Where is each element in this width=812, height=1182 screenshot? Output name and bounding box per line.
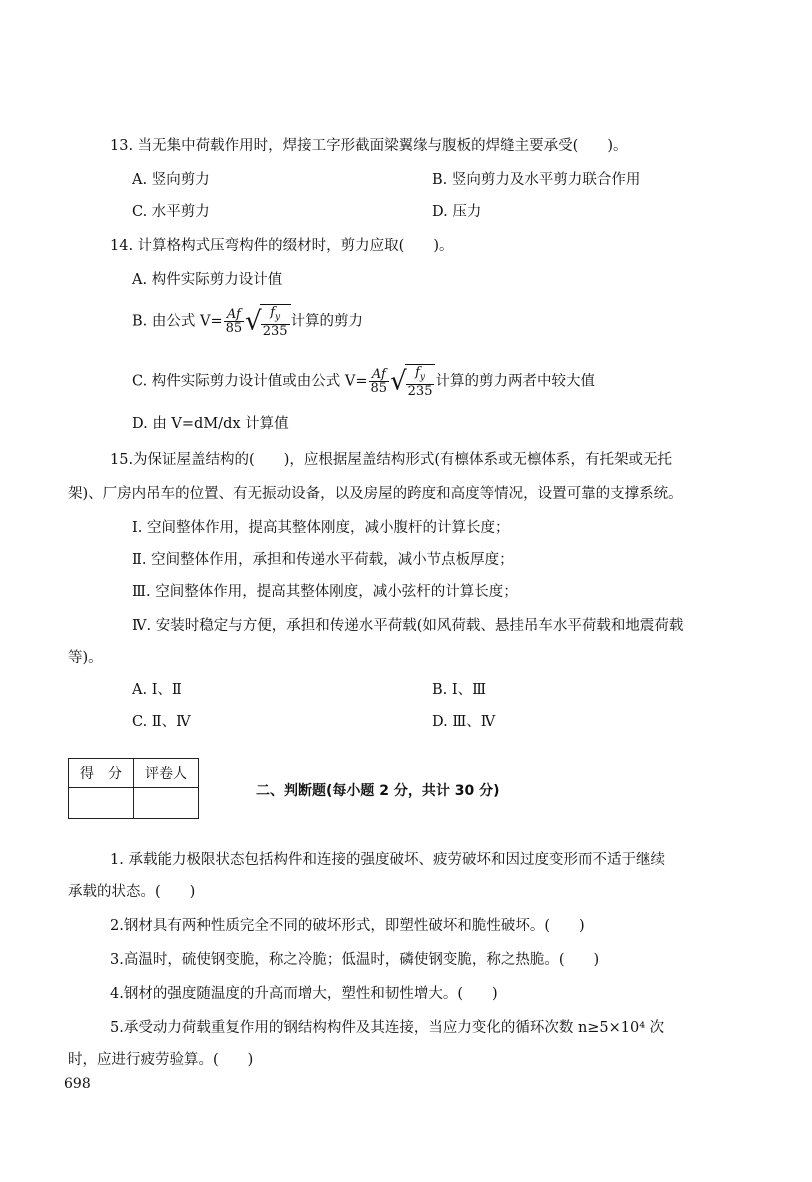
q15-item-i: Ⅰ. 空间整体作用，提高其整体刚度，减小腹杆的计算长度； <box>132 520 510 536</box>
q14-option-c-prefix: C. 构件实际剪力设计值或由公式 V= <box>132 373 368 390</box>
judgement-item-3: 3.高温时，硫使钢变脆，称之冷脆；低温时，磷使钢变脆，称之热脆。( ) <box>110 952 600 968</box>
judgement-item-1-line2: 承载的状态。( ) <box>68 884 196 900</box>
shear-formula: $\frac{Af}{85}$ √ $\frac{f_y}{235}$ <box>223 304 291 339</box>
score-cell <box>69 788 134 819</box>
formula-c-sqrt-num-sub: y <box>419 372 426 383</box>
q15-option-b: B. Ⅰ、Ⅲ <box>432 682 487 698</box>
q15-stem-line2: 架)、厂房内吊车的位置、有无振动设备，以及房屋的跨度和高度等情况，设置可靠的支撑系统。 <box>68 486 683 502</box>
formula-sqrt-den: 235 <box>262 324 288 340</box>
q14-option-a: A. 构件实际剪力设计值 <box>132 272 283 288</box>
formula-c-num: Af <box>369 368 390 382</box>
q13-option-c: C. 水平剪力 <box>132 204 210 220</box>
judgement-item-5-line2: 时，应进行疲劳验算。( ) <box>68 1052 254 1068</box>
q14-option-c-suffix: 计算的剪力两者中较大值 <box>435 373 595 390</box>
judgement-item-5-line1: 5.承受动力荷载重复作用的钢结构构件及其连接，当应力变化的循环次数 n≥5×10⁴ 次 <box>110 1020 665 1036</box>
q15-option-c: C. Ⅱ、Ⅳ <box>132 714 191 730</box>
q15-option-a: A. Ⅰ、Ⅱ <box>132 682 182 698</box>
page-number: 698 <box>64 1076 91 1092</box>
score-header: 得 分 <box>69 759 134 788</box>
q14-option-b-prefix: B. 由公式 V= <box>132 313 223 330</box>
judgement-item-2: 2.钢材具有两种性质完全不同的破坏形式，即塑性破坏和脆性破坏。( ) <box>110 918 585 934</box>
q15-item-ii: Ⅱ. 空间整体作用，承担和传递水平荷载，减小节点板厚度； <box>132 552 514 568</box>
q14-option-c <box>132 364 595 399</box>
formula-num: Af <box>224 308 245 322</box>
q14-option-b-suffix: 计算的剪力 <box>290 313 364 330</box>
judgement-item-1-line1: 1. 承载能力极限状态包括构件和连接的强度破坏、疲劳破坏和因过度变形而不适于继续 <box>110 852 665 868</box>
q13-stem: 13. 当无集中荷载作用时，焊接工字形截面梁翼缘与腹板的焊缝主要承受( )。 <box>110 138 628 154</box>
q14-option-d: D. 由 V=dM/dx 计算值 <box>132 416 289 432</box>
q13-option-d: D. 压力 <box>432 204 482 220</box>
q14-stem: 14. 计算格构式压弯构件的缀材时，剪力应取( )。 <box>110 238 454 254</box>
formula-c-sqrt-den: 235 <box>407 384 433 400</box>
formula-sqrt-num: f <box>270 304 275 320</box>
formula-c-den: 85 <box>370 381 388 396</box>
shear-formula-c: $\frac{Af}{85}$ √ $\frac{f_y}{235}$ <box>368 364 436 399</box>
q13-option-a: A. 竖向剪力 <box>132 172 210 188</box>
formula-sqrt-num-sub: y <box>275 312 281 323</box>
q15-option-d: D. Ⅲ、Ⅳ <box>432 714 496 730</box>
formula-c-sqrt-num: f <box>415 364 420 380</box>
q14-option-b <box>132 304 363 339</box>
grader-header: 评卷人 <box>134 759 199 788</box>
q13-option-b: B. 竖向剪力及水平剪力联合作用 <box>432 172 641 188</box>
q15-item-iii: Ⅲ. 空间整体作用，提高其整体刚度，减小弦杆的计算长度； <box>132 584 518 600</box>
q15-item-iv-line1: Ⅳ. 安装时稳定与方便，承担和传递水平荷载(如风荷载、悬挂吊车水平荷载和地震荷载 <box>132 618 684 634</box>
score-table <box>68 758 199 819</box>
judgement-item-4: 4.钢材的强度随温度的升高而增大，塑性和韧性增大。( ) <box>110 986 498 1002</box>
q15-item-iv-line2: 等)。 <box>68 650 103 666</box>
section-title: 二、判断题(每小题 2 分，共计 30 分) <box>256 783 500 799</box>
q15-stem-line1: 15.为保证屋盖结构的( )，应根据屋盖结构形式(有檩体系或无檩体系，有托架或无托 <box>110 452 673 468</box>
grader-cell <box>134 788 199 819</box>
formula-den: 85 <box>225 321 243 336</box>
